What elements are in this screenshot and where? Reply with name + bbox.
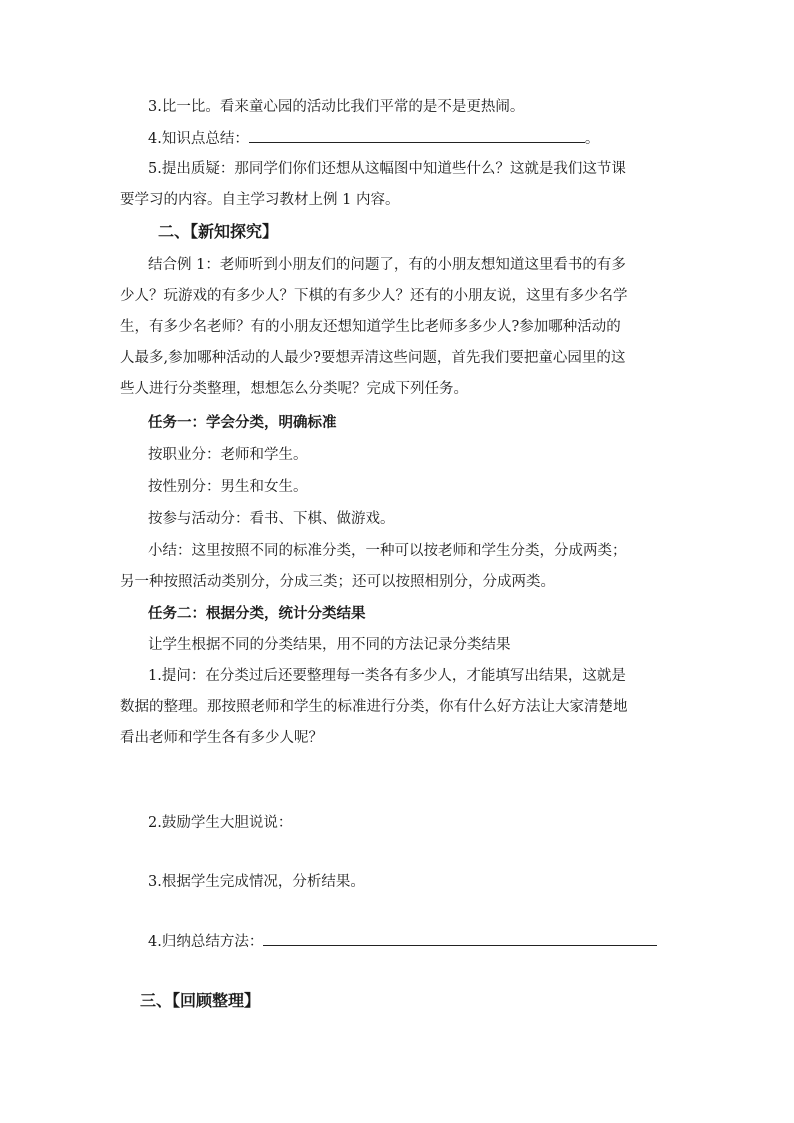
task2-question3: 3.根据学生完成情况，分析结果。 — [148, 874, 365, 890]
summary-end: 。 — [584, 131, 600, 147]
task1-title: 任务一：学会分类，明确标准 — [148, 414, 337, 431]
section-heading-review: 三、【回顾整理】 — [140, 991, 261, 1010]
question-line-2: 要学习的内容。自主学习教材上例 1 内容。 — [120, 192, 400, 208]
section-heading-explore: 二、【新知探究】 — [158, 222, 279, 241]
method-summary-blank — [263, 931, 657, 946]
example-para-line-2: 少人？玩游戏的有多少人？下棋的有多少人？还有的小朋友说，这里有多少名学 — [120, 288, 628, 304]
example-para-line-1: 结合例 1：老师听到小朋友们的问题了，有的小朋友想知道这里看书的有多 — [148, 257, 626, 273]
example-para-line-5: 些人进行分类整理，想想怎么分类呢？完成下列任务。 — [120, 381, 468, 397]
task1-summary-line-2: 另一种按照活动类别分，分成三类；还可以按照相别分，分成两类。 — [120, 574, 555, 590]
compare-line: 3.比一比。看来童心园的活动比我们平常的是不是更热闹。 — [148, 99, 525, 115]
task2-title: 任务二：根据分类，统计分类结果 — [148, 605, 366, 622]
example-para-line-3: 生，有多少名老师？有的小朋友还想知道学生比老师多多少人?参加哪种活动的 — [120, 319, 621, 335]
task2-question2: 2.鼓励学生大胆说说： — [148, 815, 293, 831]
task2-question1-line-1: 1.提问：在分类过后还要整理每一类各有多少人，才能填写出结果，这就是 — [148, 668, 626, 684]
task2-intro: 让学生根据不同的分类结果，用不同的方法记录分类结果 — [148, 637, 511, 653]
summary-line — [148, 128, 599, 149]
task1-item-occupation: 按职业分：老师和学生。 — [148, 447, 308, 463]
question-line-1: 5.提出质疑：那同学们你们还想从这幅图中知道些什么？这就是我们这节课 — [148, 161, 626, 177]
example-para-line-4: 人最多,参加哪种活动的人最少?要想弄清这些问题，首先我们要把童心园里的这 — [120, 350, 626, 366]
method-summary-label: 4.归纳总结方法： — [148, 934, 264, 950]
task2-question1-line-3: 看出老师和学生各有多少人呢？ — [120, 730, 323, 746]
task2-question1-line-2: 数据的整理。那按照老师和学生的标准进行分类，你有什么好方法让大家清楚地 — [120, 699, 628, 715]
method-summary-line — [148, 931, 657, 952]
task1-item-gender: 按性别分：男生和女生。 — [148, 479, 308, 495]
task1-summary-line-1: 小结：这里按照不同的标准分类，一种可以按老师和学生分类，分成两类； — [148, 543, 627, 559]
summary-label: 4.知识点总结： — [148, 131, 249, 147]
task1-item-activity: 按参与活动分：看书、下棋、做游戏。 — [148, 511, 395, 527]
summary-blank — [249, 128, 585, 143]
